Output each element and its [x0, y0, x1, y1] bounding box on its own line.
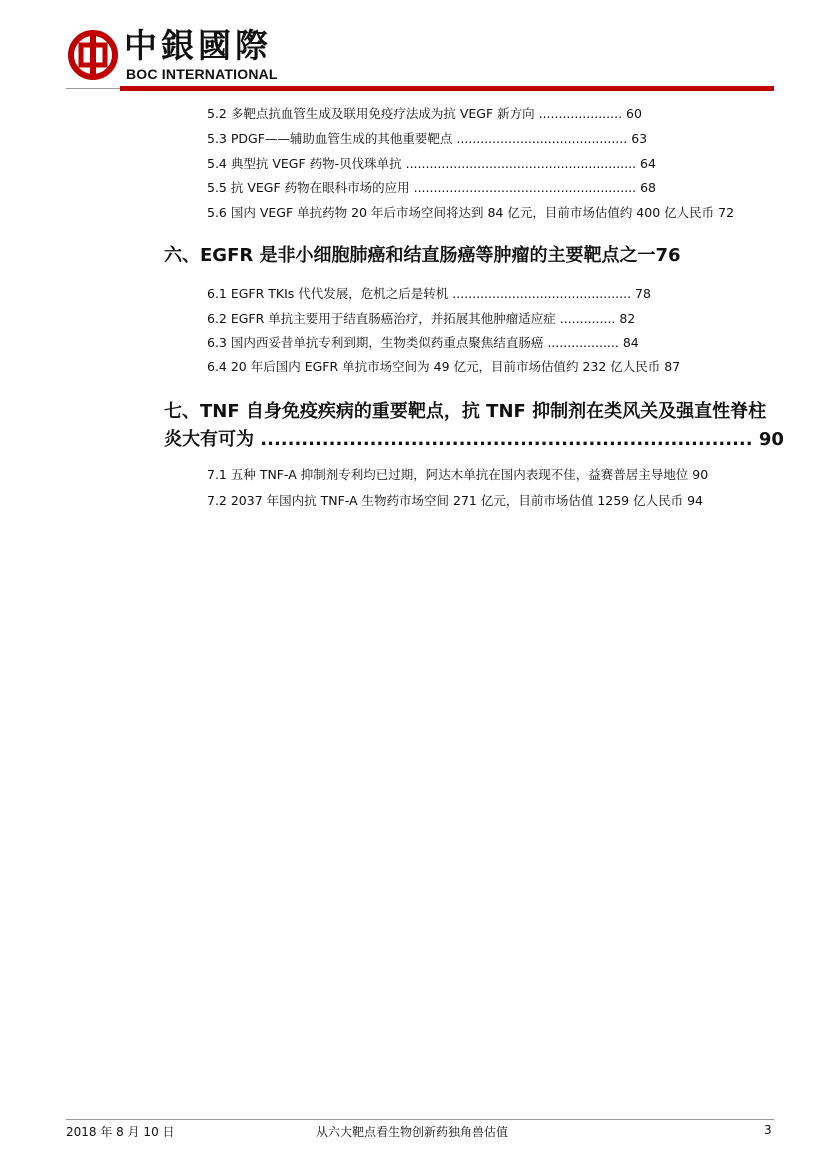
toc-chapter-7[interactable]	[164, 398, 784, 454]
toc-entry-6-3[interactable]: 6.3 国内西妥昔单抗专利到期，生物类似药重点聚焦结直肠癌 .................. 84	[207, 335, 639, 350]
toc-chapter-7-line-2: 炎大有可为 ........................................................................ 90	[164, 429, 784, 450]
footer-page-number: 3	[764, 1123, 772, 1137]
toc-entry-5-3[interactable]: 5.3 PDGF——辅助血管生成的其他重要靶点 ........................................... 63	[207, 131, 648, 146]
toc-entry-5-4[interactable]: 5.4 典型抗 VEGF 药物-贝伐珠单抗 .......................................................... 64	[207, 156, 656, 171]
footer-report-title: 从六大靶点看生物创新药独角兽估值	[316, 1125, 509, 1139]
toc-entry-7-2[interactable]: 7.2 2037 年国内抗 TNF-A 生物药市场空间 271 亿元，目前市场估值 1259 亿人民币 94	[207, 493, 703, 508]
toc-entry-5-5[interactable]: 5.5 抗 VEGF 药物在眼科市场的应用 ........................................................ 68	[207, 180, 656, 195]
footer-date: 2018 年 8 月 10 日	[66, 1125, 175, 1139]
toc-entry-5-6[interactable]: 5.6 国内 VEGF 单抗药物 20 年后市场空间将达到 84 亿元，目前市场估值约 400 亿人民币 72	[207, 205, 735, 220]
toc-entry-5-2[interactable]: 5.2 多靶点抗血管生成及联用免疫疗法成为抗 VEGF 新方向 ..................... 60	[207, 106, 642, 121]
toc-entry-7-1[interactable]: 7.1 五种 TNF-A 抑制剂专利均已过期，阿达木单抗在国内表现不佳，益赛普居主导地位 90	[207, 467, 709, 482]
page-header	[0, 0, 827, 95]
toc-chapter-7-line-1: 七、TNF 自身免疫疾病的重要靶点，抗 TNF 抑制剂在类风关及强直性脊柱	[164, 401, 767, 422]
boc-logo-icon	[68, 30, 118, 80]
toc-entry-6-4[interactable]: 6.4 20 年后国内 EGFR 单抗市场空间为 49 亿元，目前市场估值约 232 亿人民币 87	[207, 359, 681, 374]
toc-chapter-6[interactable]: 六、EGFR 是非小细胞肺癌和结直肠癌等肿瘤的主要靶点之一76	[164, 245, 681, 266]
header-red-bar	[120, 86, 774, 91]
toc-entry-6-1[interactable]: 6.1 EGFR TKIs 代代发展，危机之后是转机 ............................................. 78	[207, 286, 651, 301]
logo-chinese-name: 中銀國際	[124, 26, 272, 65]
footer-divider	[66, 1119, 774, 1120]
toc-entry-6-2[interactable]: 6.2 EGFR 单抗主要用于结直肠癌治疗，并拓展其他肿瘤适应症 .............. 82	[207, 311, 636, 326]
logo-english-name: BOC INTERNATIONAL	[126, 66, 278, 82]
